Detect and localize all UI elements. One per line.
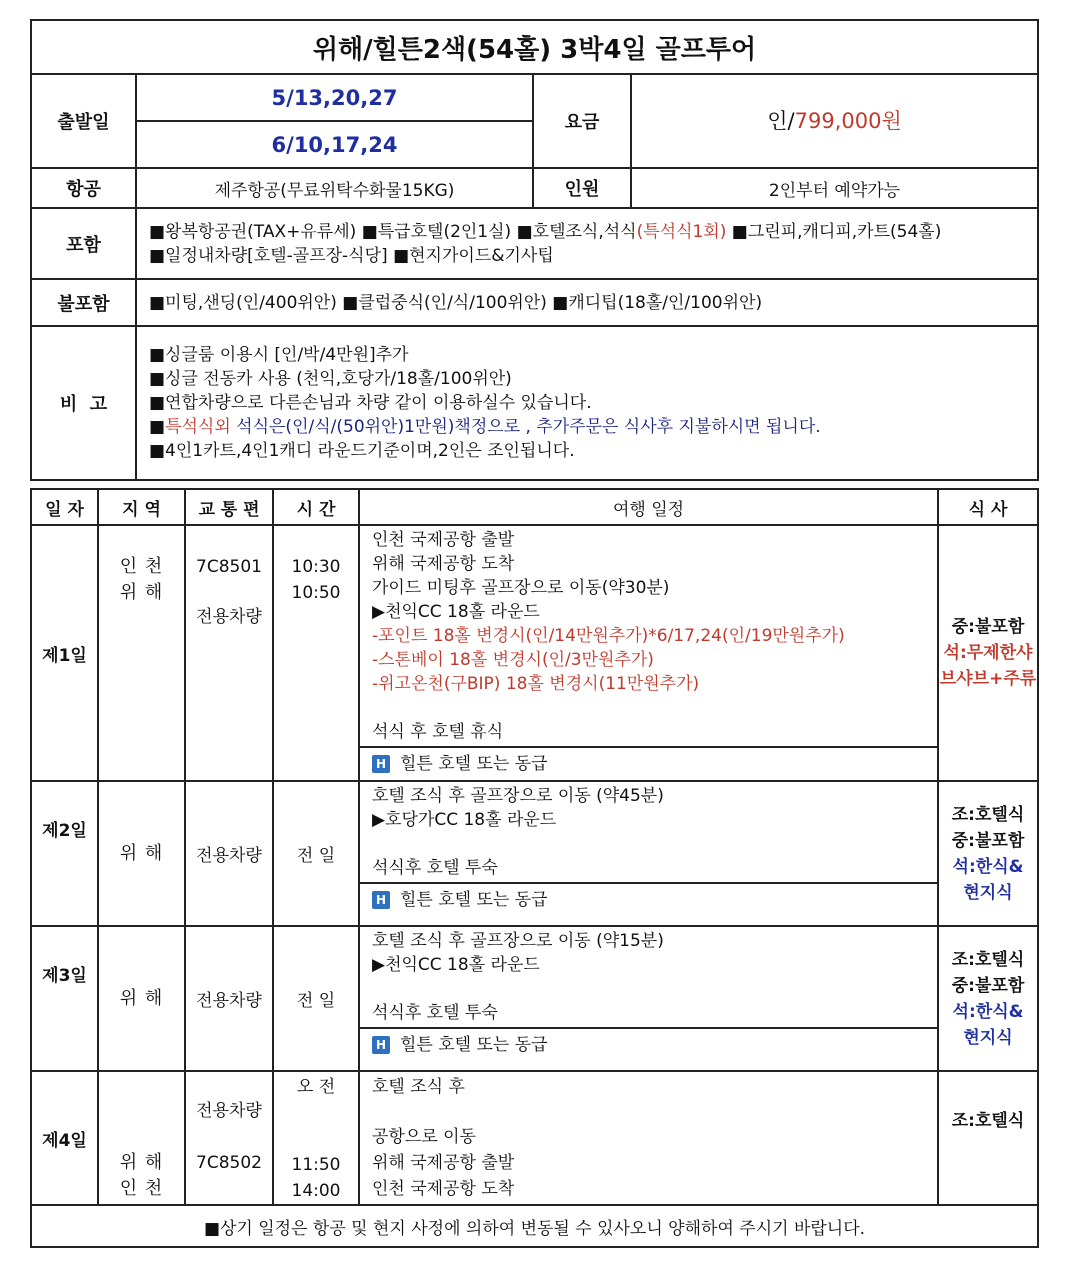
meal-cell	[938, 781, 1038, 926]
day-label: 제1일	[31, 525, 98, 781]
meal-dinner-cont: 브샤브+주류	[939, 669, 1037, 689]
fee-cell	[631, 74, 1038, 168]
itinerary-cell	[359, 926, 938, 1071]
itinerary-line: 호텔 조식 후	[372, 1077, 465, 1097]
region-weihai: 위 해	[98, 926, 185, 1071]
itinerary-text	[360, 927, 937, 1027]
header-time: 시 간	[273, 489, 359, 525]
time-cell	[273, 1071, 359, 1205]
itinerary-line: 석식후 호텔 투숙	[372, 858, 498, 878]
itinerary-line: ▶천익CC 18홀 라운드	[372, 955, 540, 975]
fee-value: 799,000원	[794, 109, 902, 133]
airline-value: 제주항공(무료위탁수화물15KG)	[136, 168, 533, 208]
itinerary-line: 가이드 미팅후 골프장으로 이동(약30분)	[372, 578, 670, 598]
hotel-row	[360, 1027, 937, 1061]
hotel-icon: H	[372, 891, 390, 909]
private-vehicle: 전용차량	[185, 926, 273, 1071]
meal-dinner: 석:한식&	[952, 1001, 1024, 1022]
time-arrive: 10:50	[291, 583, 341, 603]
time-all-day: 전 일	[273, 926, 359, 1071]
itinerary-line: 호텔 조식 후 골프장으로 이동 (약15분)	[372, 931, 664, 951]
note-line: ■싱글 전동카 사용 (천익,호당가/18홀/100위안)	[149, 369, 512, 389]
note-bullet: ■	[149, 417, 166, 437]
option-line: -위고온천(구BIP) 18홀 변경시(11만원추가)	[372, 674, 700, 694]
departure-dates-may: 5/13,20,27	[136, 74, 533, 121]
people-value: 2인부터 예약가능	[631, 168, 1038, 208]
hotel-icon: H	[372, 1036, 390, 1054]
include-line-2: ■일정내차량[호텔-골프장-식당] ■현지가이드&기사팁	[149, 245, 554, 266]
day-label: 제2일	[31, 781, 98, 926]
header-itinerary: 여행 일정	[359, 489, 938, 525]
itinerary-line: 위해 국제공항 출발	[372, 1153, 515, 1173]
itinerary-cell	[359, 525, 938, 781]
region-weihai: 위 해	[119, 582, 164, 603]
transport-cell	[185, 525, 273, 781]
private-vehicle: 전용차량	[196, 1101, 262, 1121]
include-line-1: ■왕복항공권(TAX+유류세) ■특급호텔(2인1실) ■호텔조식,석식	[149, 221, 637, 242]
region-cell	[98, 1071, 185, 1205]
note-label: 비 고	[31, 326, 136, 480]
region-weihai: 위 해	[98, 781, 185, 926]
transport-cell	[185, 1071, 273, 1205]
header-transport: 교 통 편	[185, 489, 273, 525]
note-special: 특석식외	[165, 417, 231, 437]
departure-label: 출발일	[31, 74, 136, 168]
hotel-name: 힐튼 호텔 또는 동급	[400, 890, 548, 910]
private-vehicle: 전용차량	[185, 781, 273, 926]
time-all-day: 전 일	[273, 781, 359, 926]
day-label: 제3일	[31, 926, 98, 1071]
region-incheon: 인 천	[119, 1178, 164, 1199]
itinerary-line: ▶천익CC 18홀 라운드	[372, 602, 540, 622]
flight-number: 7C8501	[196, 557, 262, 577]
private-vehicle: 전용차량	[196, 607, 262, 627]
itinerary-line: 공항으로 이동	[372, 1127, 476, 1147]
region-cell	[98, 525, 185, 781]
people-label: 인원	[533, 168, 631, 208]
departure-dates-june: 6/10,17,24	[136, 121, 533, 168]
itinerary-line: 석식 후 호텔 휴식	[372, 722, 504, 742]
hotel-name: 힐튼 호텔 또는 동급	[400, 1035, 548, 1055]
header-meal: 식 사	[938, 489, 1038, 525]
include-special-dinner: (특석식1회)	[636, 221, 727, 242]
hotel-name: 힐튼 호텔 또는 동급	[400, 754, 548, 774]
schedule-table	[30, 488, 1039, 1248]
itinerary-text	[359, 1071, 938, 1205]
note-dinner-policy: 석식은(인/식/(50위안)1만원)책정으로 , 추가주문은 식사후 지불하시면 됩니다.	[230, 417, 821, 437]
itinerary-line: ▶호당가CC 18홀 라운드	[372, 810, 557, 830]
hotel-row	[360, 746, 937, 780]
schedule-row-day2	[31, 781, 1038, 926]
meal-dinner-cont: 현지식	[963, 882, 1013, 903]
itinerary-cell	[359, 781, 938, 926]
note-line: ■4인1카트,4인1캐디 라운드기준이며,2인은 조인됩니다.	[149, 441, 575, 461]
fee-prefix: 인/	[767, 109, 795, 133]
fee-label: 요금	[533, 74, 631, 168]
hotel-icon: H	[372, 755, 390, 773]
exclude-label: 불포함	[31, 279, 136, 326]
meal-breakfast: 조:호텔식	[938, 1071, 1038, 1205]
meal-cell	[938, 926, 1038, 1071]
header-region: 지 역	[98, 489, 185, 525]
include-list	[136, 208, 1038, 279]
region-weihai: 위 해	[119, 1152, 164, 1173]
page-title: 위해/힐튼2색(54홀) 3박4일 골프투어	[31, 20, 1038, 74]
itinerary-line: 인천 국제공항 도착	[372, 1179, 515, 1199]
itinerary-line: 위해 국제공항 도착	[372, 554, 515, 574]
time-depart: 11:50	[291, 1155, 341, 1175]
time-morning: 오 전	[296, 1077, 336, 1097]
header-day: 일 자	[31, 489, 98, 525]
include-label: 포함	[31, 208, 136, 279]
itinerary-text	[360, 782, 937, 882]
meal-lunch: 중:불포함	[951, 617, 1025, 637]
option-line: -포인트 18홀 변경시(인/14만원추가)*6/17,24(인/19만원추가)	[372, 626, 845, 646]
itinerary-line: 인천 국제공항 출발	[372, 530, 515, 550]
hotel-row	[360, 882, 937, 916]
note-list	[136, 326, 1038, 480]
time-arrive: 14:00	[291, 1181, 341, 1201]
meal-lunch: 중:불포함	[951, 830, 1025, 851]
schedule-row-day4	[31, 1071, 1038, 1205]
footer-notice: ■상기 일정은 항공 및 현지 사정에 의하여 변동될 수 있사오니 양해하여 주시기 바랍니다.	[31, 1205, 1038, 1247]
schedule-row-day1	[31, 525, 1038, 781]
meal-breakfast: 조:호텔식	[951, 949, 1025, 970]
meal-breakfast: 조:호텔식	[951, 804, 1025, 825]
flight-number: 7C8502	[196, 1153, 262, 1173]
meal-dinner: 석:무제한샤	[943, 643, 1033, 663]
meal-dinner-cont: 현지식	[963, 1027, 1013, 1048]
region-incheon: 인 천	[119, 556, 164, 577]
schedule-row-day3	[31, 926, 1038, 1071]
itinerary-text	[360, 526, 937, 746]
option-line: -스톤베이 18홀 변경시(인/3만원추가)	[372, 650, 654, 670]
exclude-list: ■미팅,샌딩(인/400위안) ■클럽중식(인/식/100위안) ■캐디팁(18홀/인/100위안)	[136, 279, 1038, 326]
tour-info-table	[30, 19, 1039, 481]
time-depart: 10:30	[291, 557, 341, 577]
time-cell	[273, 525, 359, 781]
day-label: 제4일	[31, 1071, 98, 1205]
airline-label: 항공	[31, 168, 136, 208]
include-green-fee: ■그린피,캐디피,카트(54홀)	[726, 221, 942, 242]
itinerary-line: 석식후 호텔 투숙	[372, 1003, 498, 1023]
note-line: ■싱글룸 이용시 [인/박/4만원]추가	[149, 345, 409, 365]
meal-dinner: 석:한식&	[952, 856, 1024, 877]
itinerary-line: 호텔 조식 후 골프장으로 이동 (약45분)	[372, 786, 664, 806]
meal-cell	[938, 525, 1038, 781]
note-line: ■연합차량으로 다른손님과 차량 같이 이용하실수 있습니다.	[149, 393, 592, 413]
meal-lunch: 중:불포함	[951, 975, 1025, 996]
